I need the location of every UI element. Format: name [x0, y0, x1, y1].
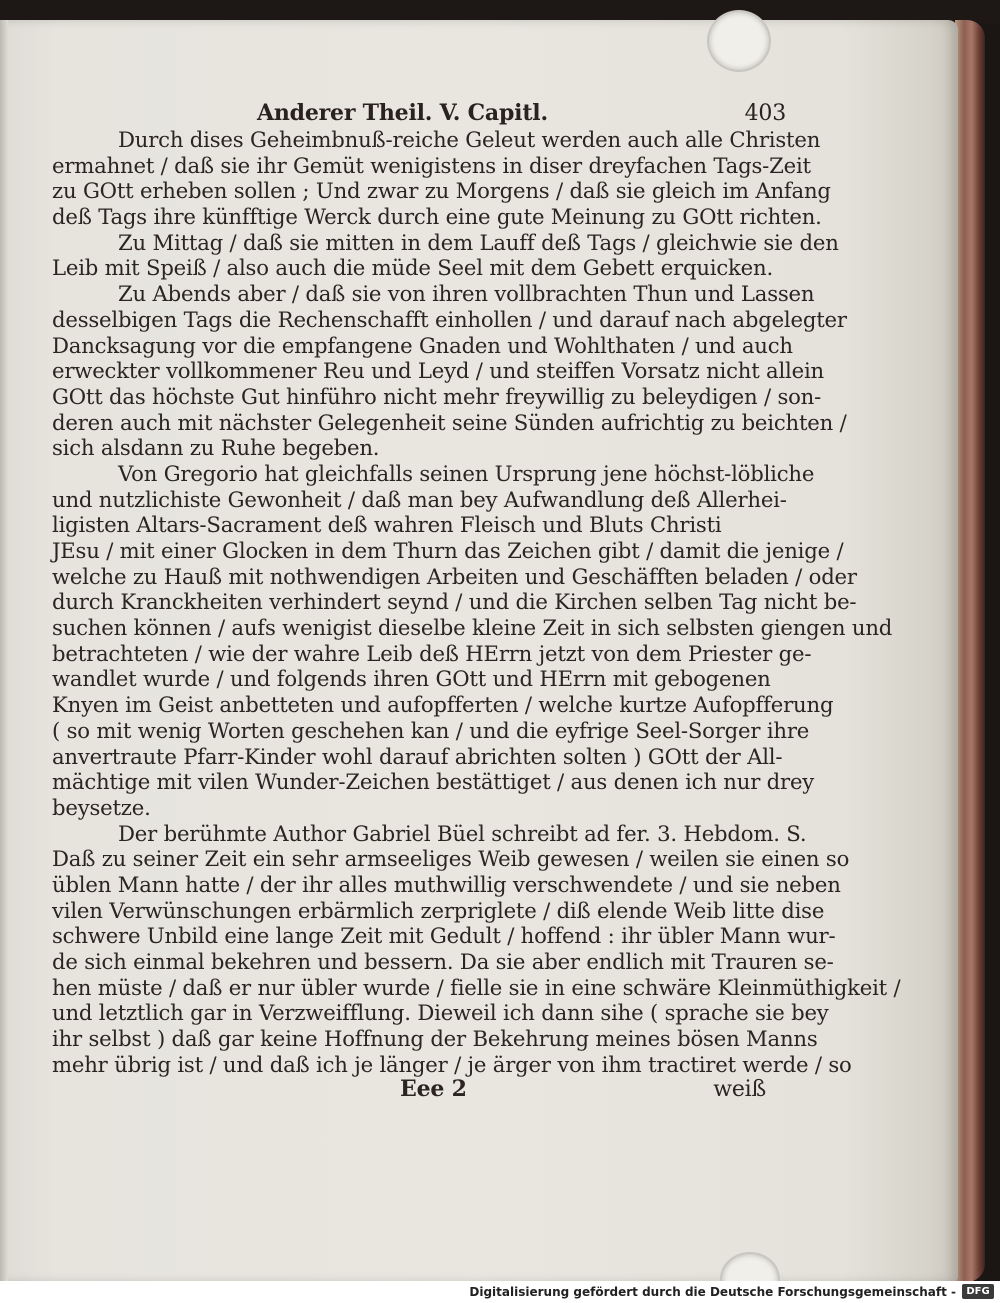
- text-line: de sich einmal bekehren und bessern. Da sie aber endlich mit Trauren se-: [52, 949, 834, 974]
- text-line: wandlet wurde / und folgends ihren GOtt und HErrn mit gebogenen: [52, 666, 771, 692]
- gutter-shadow: [0, 20, 8, 1282]
- text-line: welche zu Hauß mit nothwendigen Arbeiten und Geschäfften beladen / oder: [52, 563, 857, 589]
- text-line: Dancksagung vor die empfangene Gnaden und Wohlthaten / und auch: [52, 332, 793, 358]
- text-line: beysetze.: [52, 794, 151, 820]
- text-line: ihr selbst ) daß gar keine Hoffnung der Bekehrung meines bösen Manns: [52, 1026, 818, 1052]
- page-number: 403: [744, 101, 786, 126]
- text-line: mächtige mit vilen Wunder-Zeichen bestättiget / aus denen ich nur drey: [52, 769, 815, 795]
- text-line: und nutzlichiste Gewonheit / daß man bey Aufwandlung deß Allerhei-: [52, 486, 787, 512]
- text-line: sich alsdann zu Ruhe begeben.: [52, 435, 380, 461]
- text-line: deren auch mit nächster Gelegenheit seine Sünden aufrichtig zu beichten /: [52, 409, 847, 435]
- text-line: suchen können / aufs wenigist dieselbe kleine Zeit in sich selbsten giengen und: [52, 615, 893, 641]
- text-line: schwere Unbild eine lange Zeit mit Gedult / hoffend : ihr übler Mann wur-: [52, 923, 836, 949]
- text-line: GOtt das höchste Gut hinführo nicht mehr freywillig zu beleydigen / son-: [52, 383, 822, 409]
- text-line: betrachteten / wie der wahre Leib deß HErrn jetzt von dem Priester ge-: [52, 640, 812, 666]
- book-fore-edge: [955, 20, 985, 1282]
- text-line: Zu Abends aber / daß sie von ihren vollbrachten Thun und Lassen: [118, 281, 815, 307]
- dfg-logo-icon: DFG: [962, 1284, 994, 1299]
- text-line: Von Gregorio hat gleichfalls seinen Ursprung jene höchst-löbliche: [118, 460, 815, 486]
- catchword: weiß: [713, 1077, 766, 1103]
- text-line: mehr übrig ist / und daß ich je länger / je ärger von ihm tractiret werde / so: [52, 1051, 852, 1077]
- page-header: [52, 100, 786, 127]
- text-line: Zu Mittag / daß sie mitten in dem Lauff deß Tags / gleichwie sie den: [118, 229, 839, 255]
- text-line: Der berühmte Author Gabriel Büel schreibt ad fer. 3. Hebdom. S.: [118, 820, 807, 846]
- text-line: Knyen im Geist anbetteten und aufopfferten / welche kurtze Aufopfferung: [52, 692, 834, 718]
- body-text: [52, 127, 901, 1077]
- signature-mark: Eee 2: [400, 1076, 467, 1103]
- text-line: üblen Mann hatte / der ihr alles muthwillig verschwendete / und sie neben: [52, 871, 841, 897]
- text-line: Daß zu seiner Zeit ein sehr armseeliges Weib gewesen / weilen sie einen so: [52, 846, 850, 872]
- page-footer: [52, 1077, 776, 1103]
- text-line: ermahnet / daß sie ihr Gemüt wenigistens in diser dreyfachen Tags-Zeit: [52, 152, 811, 178]
- text-line: ligisten Altars-Sacrament deß wahren Fleisch und Bluts Christi: [52, 512, 722, 538]
- text-line: anvertraute Pfarr-Kinder wohl darauf abrichten solten ) GOtt der All-: [52, 743, 783, 769]
- page-clip-top: [707, 10, 771, 72]
- text-line: Leib mit Speiß / also auch die müde Seel mit dem Gebett erquicken.: [52, 255, 773, 281]
- text-line: JEsu / mit einer Glocken in dem Thurn das Zeichen gibt / damit die jenige /: [52, 538, 844, 563]
- text-line: erweckter vollkommener Reu und Leyd / und steiffen Vorsatz nicht allein: [52, 358, 824, 384]
- text-line: vilen Verwünschungen erbärmlich zerpriglete / diß elende Weib litte dise: [52, 897, 825, 923]
- text-line: und letztlich gar in Verzweifflung. Dieweil ich dann sihe ( sprache sie bey: [52, 1000, 829, 1026]
- text-line: desselbigen Tags die Rechenschafft einhollen / und darauf nach abgelegter: [52, 306, 847, 332]
- page-text-block: [52, 100, 901, 1103]
- text-line: durch Kranckheiten verhindert seynd / und die Kirchen selben Tag nicht be-: [52, 589, 857, 615]
- text-line: ( so mit wenig Worten geschehen kan / und die eyfrige Seel-Sorger ihre: [52, 717, 810, 743]
- running-head: Anderer Theil. V. Capitl.: [257, 100, 548, 126]
- text-line: Durch dises Geheimbnuß-reiche Geleut werden auch alle Christen: [118, 127, 821, 152]
- text-line: zu GOtt erheben sollen ; Und zwar zu Morgens / daß sie gleich im Anfang: [52, 178, 831, 204]
- text-line: hen müste / daß er nur übler wurde / fielle sie in eine schwäre Kleinmüthigkeit /: [52, 974, 901, 1000]
- digitization-credit-bar: [0, 1281, 1000, 1303]
- credit-text: Digitalisierung gefördert durch die Deutsche Forschungsgemeinschaft -: [469, 1285, 956, 1299]
- text-line: deß Tags ihre künfftige Werck durch eine gute Meinung zu GOtt richten.: [52, 204, 822, 230]
